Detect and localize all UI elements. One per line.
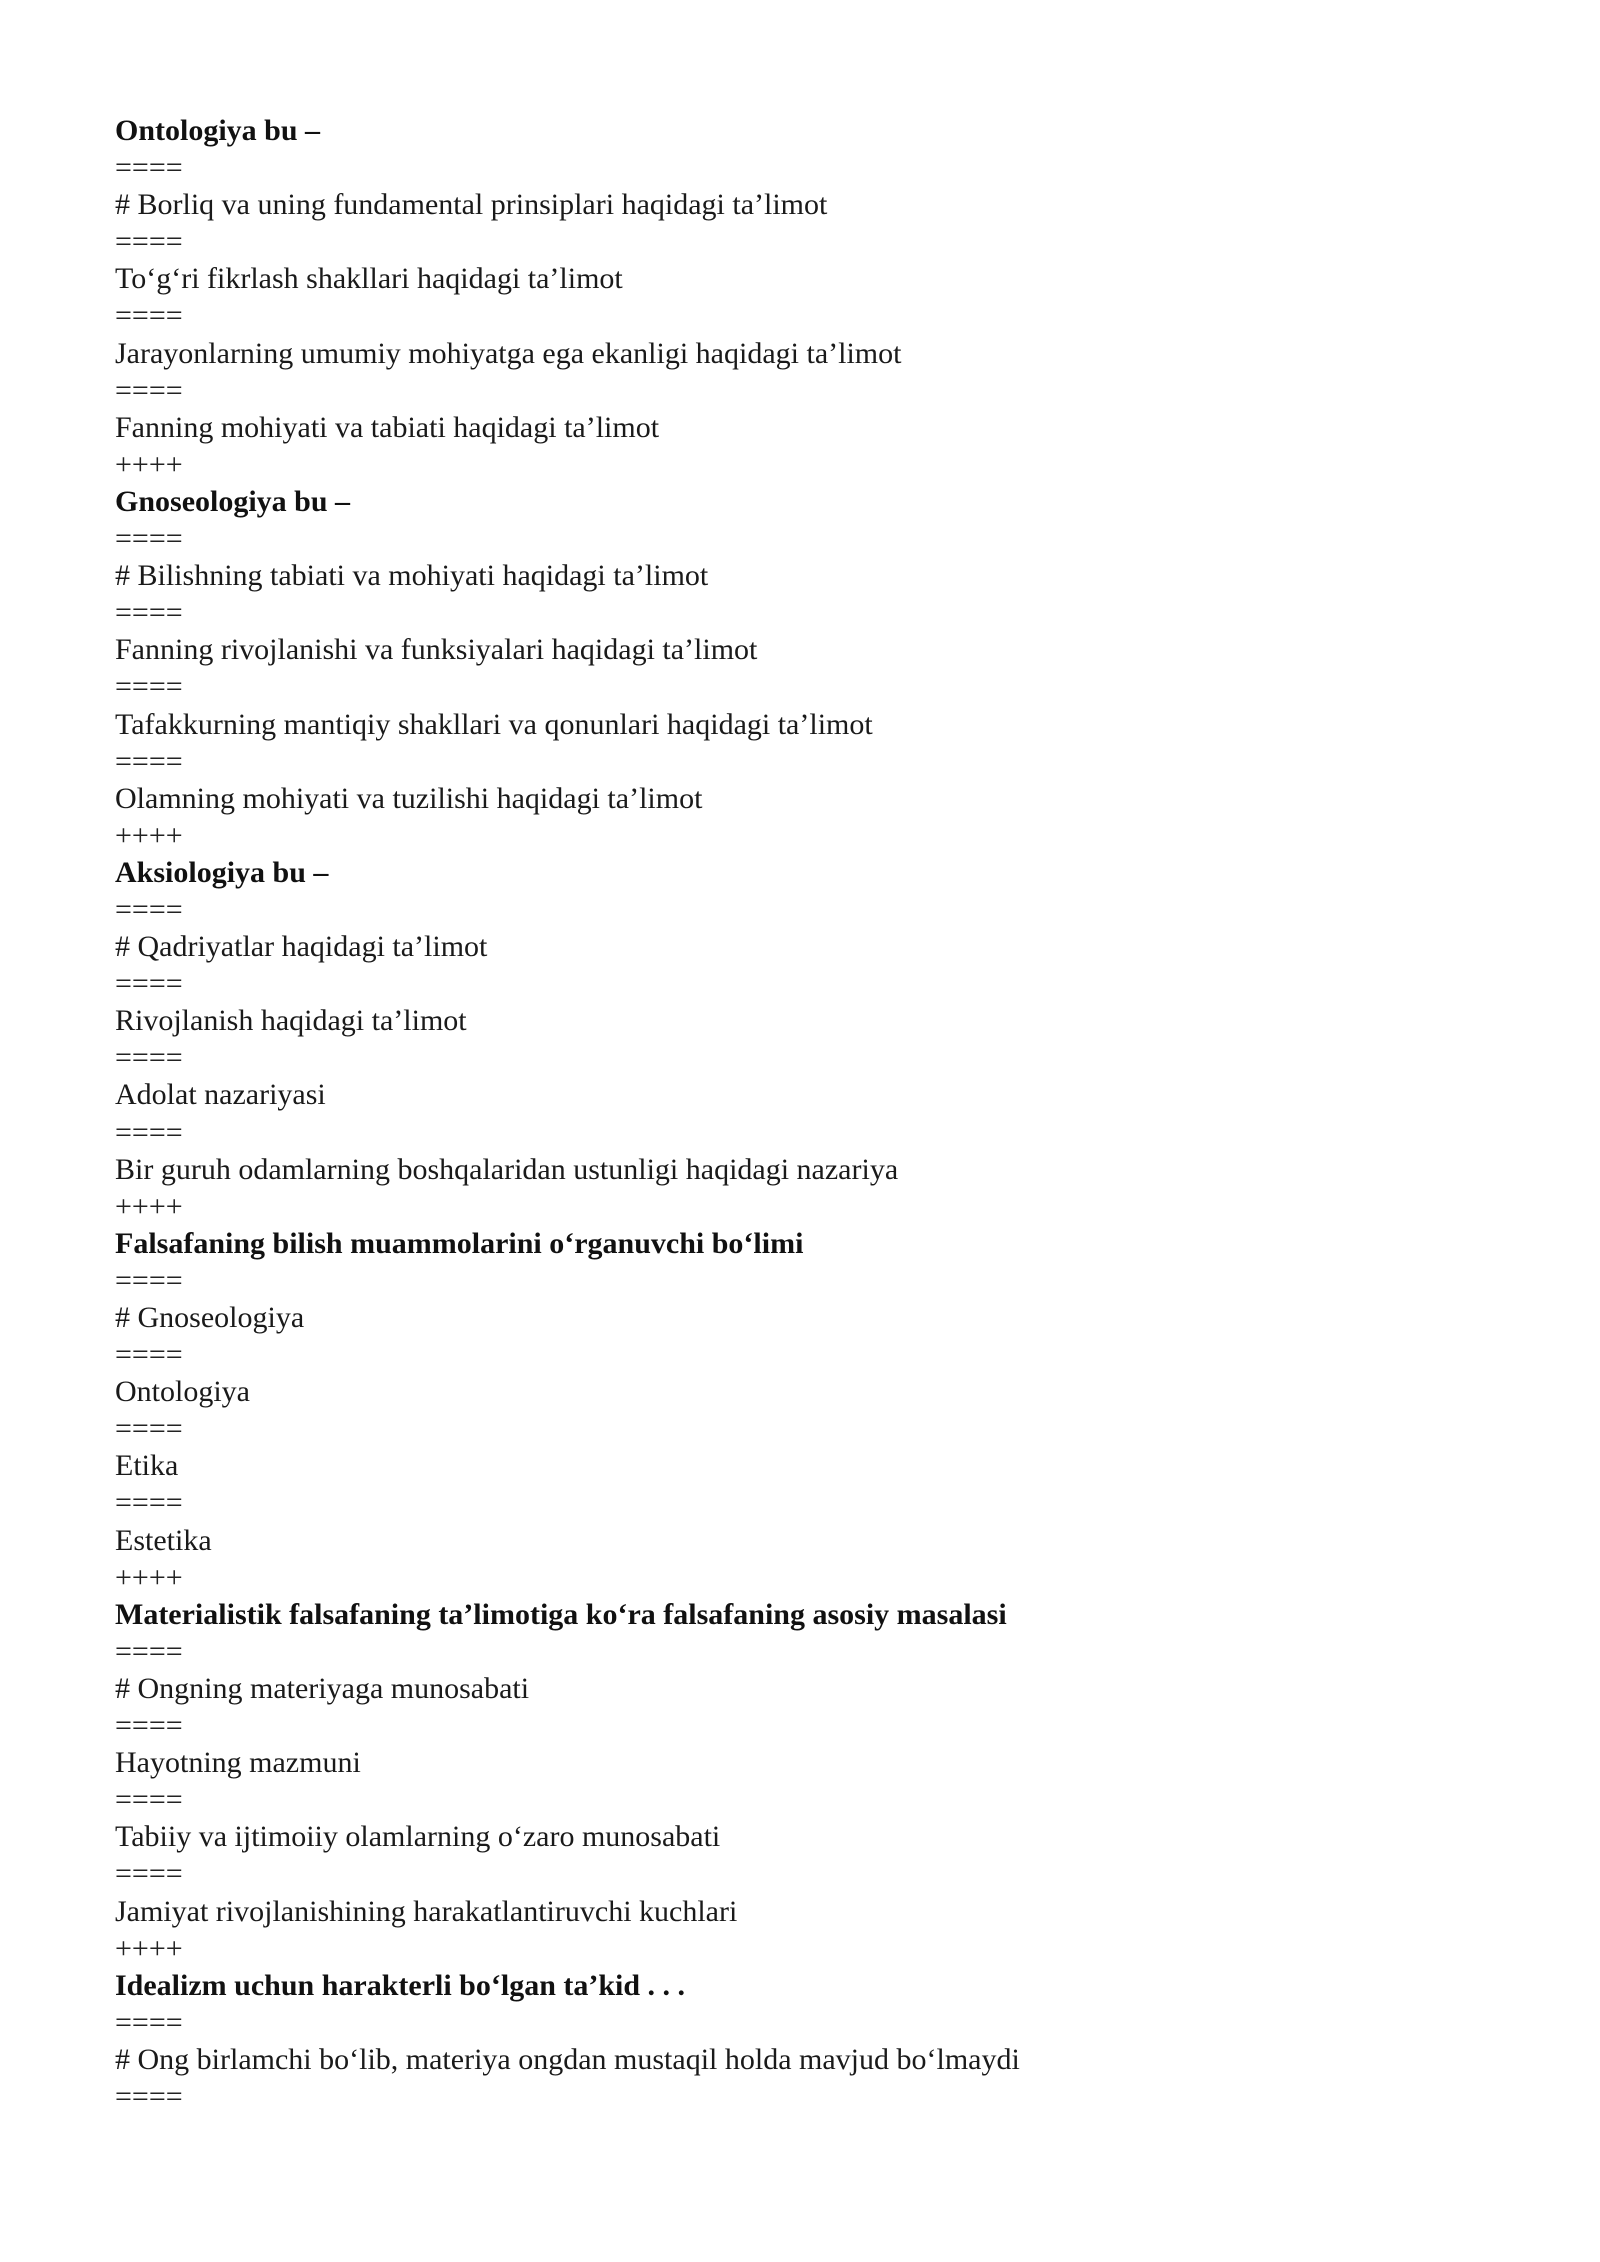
separator-line: ==== xyxy=(115,1338,183,1372)
separator-line: ==== xyxy=(115,373,183,407)
answer-option: Adolat nazariyasi xyxy=(115,1078,326,1112)
separator-line: ==== xyxy=(115,299,183,333)
separator-line: ++++ xyxy=(115,447,183,481)
answer-option: # Qadriyatlar haqidagi ta’limot xyxy=(115,930,488,964)
answer-option: Bir guruh odamlarning boshqalaridan ustunligi haqidagi nazariya xyxy=(115,1152,899,1186)
separator-line: ==== xyxy=(115,522,183,556)
question-text: Materialistik falsafaning ta’limotiga ko‘ra falsafaning asosiy masalasi xyxy=(115,1597,1007,1631)
separator-line: ==== xyxy=(115,1783,183,1817)
separator-line: ==== xyxy=(115,1857,183,1891)
question-text: Ontologiya bu – xyxy=(115,114,321,147)
answer-option: Jarayonlarning umumiy mohiyatga ega ekanligi haqidagi ta’limot xyxy=(115,336,902,370)
separator-line: ==== xyxy=(115,1486,183,1520)
question-text: Falsafaning bilish muammolarini o‘rganuvchi bo‘limi xyxy=(115,1226,804,1260)
separator-line: ==== xyxy=(115,670,183,704)
separator-line: ==== xyxy=(115,892,183,926)
answer-option: Rivojlanish haqidagi ta’limot xyxy=(115,1004,467,1038)
separator-line: ++++ xyxy=(115,818,183,852)
answer-option: # Ong birlamchi bo‘lib, materiya ongdan mustaqil holda mavjud bo‘lmaydi xyxy=(115,2042,1020,2076)
separator-line: ==== xyxy=(115,1709,183,1743)
separator-line: ==== xyxy=(115,967,183,1001)
question-text: Aksiologiya bu – xyxy=(115,855,329,889)
separator-line: ==== xyxy=(115,596,183,630)
separator-line: ==== xyxy=(115,151,183,185)
separator-line: ==== xyxy=(115,744,183,778)
answer-option: Ontologiya xyxy=(115,1375,250,1409)
answer-option: To‘g‘ri fikrlash shakllari haqidagi ta’limot xyxy=(115,262,623,296)
answer-option: Estetika xyxy=(115,1523,212,1557)
answer-option: Fanning rivojlanishi va funksiyalari haqidagi ta’limot xyxy=(115,633,758,667)
question-text: Gnoseologiya bu – xyxy=(115,484,351,518)
answer-option: Olamning mohiyati va tuzilishi haqidagi ta’limot xyxy=(115,781,703,815)
separator-line: ==== xyxy=(115,2005,183,2039)
separator-line: ==== xyxy=(115,1634,183,1668)
answer-option: Tabiiy va ijtimoiiy olamlarning o‘zaro munosabati xyxy=(115,1820,721,1854)
separator-line: ++++ xyxy=(115,1931,183,1965)
separator-line: ==== xyxy=(115,1115,183,1149)
separator-line: ==== xyxy=(115,1263,183,1297)
separator-line: ==== xyxy=(115,1412,183,1446)
answer-option: Tafakkurning mantiqiy shakllari va qonunlari haqidagi ta’limot xyxy=(115,707,873,741)
answer-option: Hayotning mazmuni xyxy=(115,1746,361,1780)
separator-line: ==== xyxy=(115,2079,183,2113)
answer-option: # Ongning materiyaga munosabati xyxy=(115,1671,530,1705)
separator-line: ==== xyxy=(115,1041,183,1075)
separator-line: ++++ xyxy=(115,1560,183,1594)
answer-option: Etika xyxy=(115,1449,179,1483)
answer-option: Fanning mohiyati va tabiati haqidagi ta’limot xyxy=(115,410,660,444)
answer-option: # Bilishning tabiati va mohiyati haqidagi ta’limot xyxy=(115,559,709,593)
question-text: Idealizm uchun harakterli bo‘lgan ta’kid . . . xyxy=(115,1968,686,2002)
answer-option: # Borliq va uning fundamental prinsiplari haqidagi ta’limot xyxy=(115,188,828,222)
answer-option: # Gnoseologiya xyxy=(115,1301,305,1334)
answer-option: Jamiyat rivojlanishining harakatlantiruvchi kuchlari xyxy=(115,1894,738,1928)
document-page xyxy=(115,112,1515,2115)
separator-line: ==== xyxy=(115,225,183,259)
separator-line: ++++ xyxy=(115,1189,183,1223)
